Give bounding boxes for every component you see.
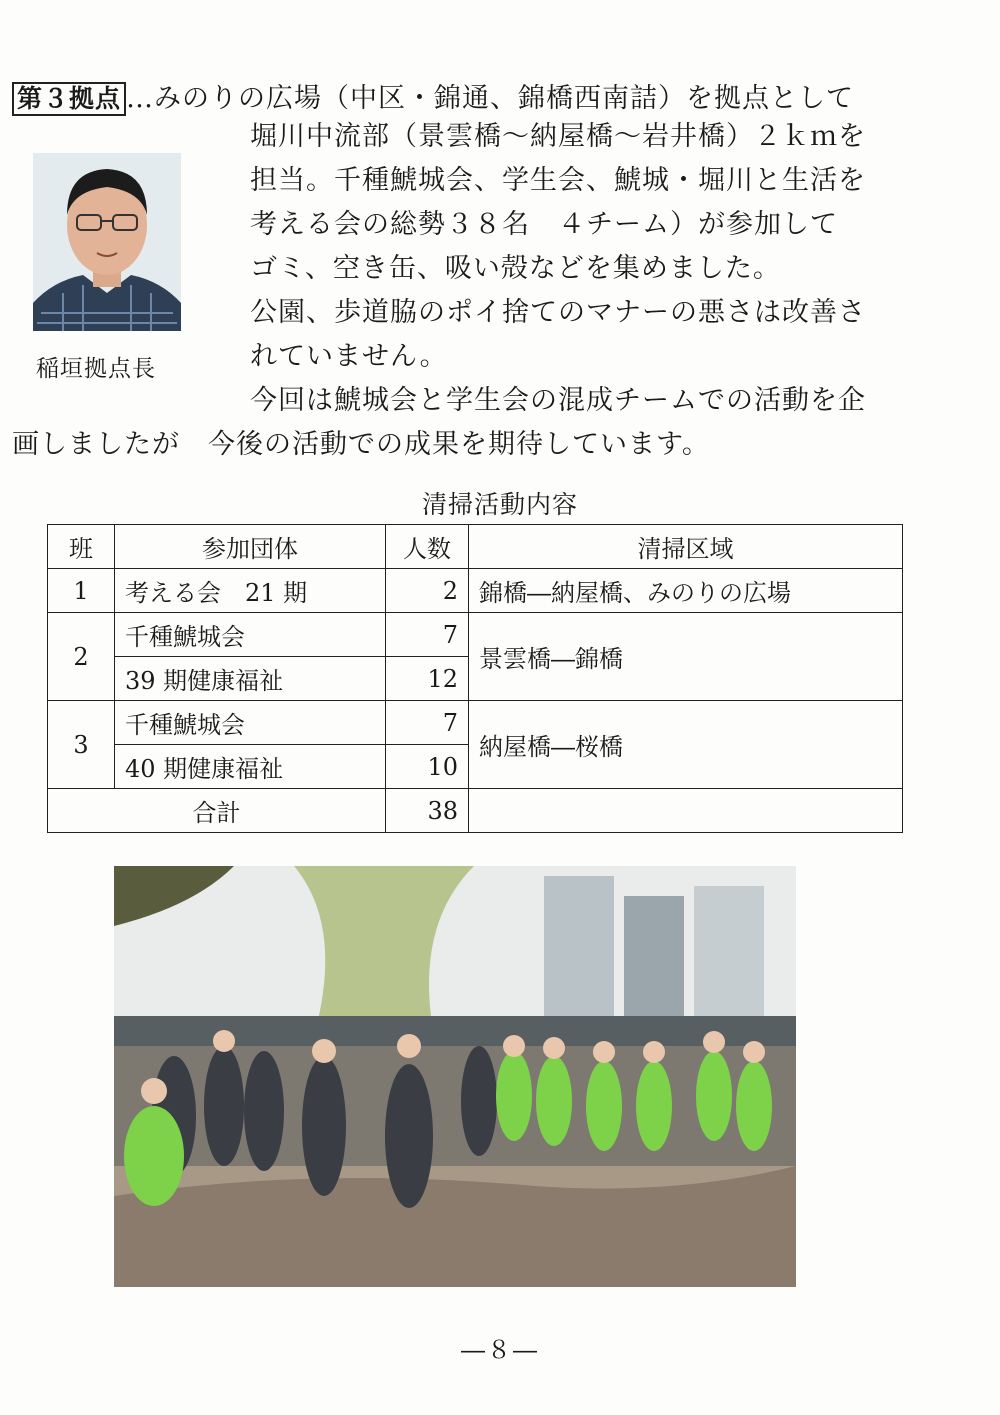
- table-title: 清掃活動内容: [421, 490, 578, 519]
- count-cell: 2: [386, 569, 469, 613]
- hub-text-line-6: 公園、歩道脇のポイ捨てのマナーの悪さは改善さ: [250, 297, 866, 328]
- count-cell: 7: [386, 613, 469, 657]
- group-cell: 千種鯱城会: [115, 701, 386, 745]
- portrait-image: [33, 153, 181, 331]
- hub-text-line-2: 堀川中流部（景雲橋～納屋橋～岩井橋）２ｋｍを: [250, 121, 866, 152]
- hub-text-line-5: ゴミ、空き缶、吸い殻などを集めました。: [250, 253, 781, 284]
- page-number: ―８―: [461, 1336, 539, 1364]
- group-photo: [114, 866, 796, 1287]
- team-cell: 1: [48, 569, 115, 613]
- hub-label: 第３拠点: [12, 82, 126, 116]
- team-cell: 3: [48, 701, 115, 789]
- header-group: 参加団体: [115, 525, 386, 569]
- area-cell: 錦橋―納屋橋、みのりの広場: [469, 569, 903, 613]
- count-cell: 10: [386, 745, 469, 789]
- table-row: [48, 701, 903, 745]
- hub-text-line-8: 今回は鯱城会と学生会の混成チームでの活動を企: [250, 385, 866, 416]
- hub-text-line-1: …みのりの広場（中区・錦通、錦橋西南詰）を拠点として: [126, 83, 855, 114]
- header-count: 人数: [386, 525, 469, 569]
- group-cell: 40 期健康福祉: [115, 745, 386, 789]
- total-label: 合計: [48, 789, 386, 833]
- hub-text-line-4: 考える会の総勢３８名 ４チーム）が参加して: [250, 209, 838, 240]
- cleanup-table: [47, 524, 903, 833]
- hub-leader-portrait: [33, 153, 181, 331]
- total-area-empty: [469, 789, 903, 833]
- total-count: 38: [386, 789, 469, 833]
- team-cell: 2: [48, 613, 115, 701]
- header-area: 清掃区域: [469, 525, 903, 569]
- table-header-row: [48, 525, 903, 569]
- hub-text-line-9: 画しましたが 今後の活動での成果を期待しています。: [12, 429, 710, 460]
- area-cell: 納屋橋―桜橋: [469, 701, 903, 789]
- hub-intro-line: [12, 82, 854, 116]
- header-team: 班: [48, 525, 115, 569]
- area-cell: 景雲橋―錦橋: [469, 613, 903, 701]
- table-total-row: [48, 789, 903, 833]
- hub-text-line-3: 担当。千種鯱城会、学生会、鯱城・堀川と生活を: [250, 165, 866, 196]
- table-row: [48, 613, 903, 657]
- table-row: [48, 569, 903, 613]
- count-cell: 7: [386, 701, 469, 745]
- group-cell: 考える会 21 期: [115, 569, 386, 613]
- group-cell: 千種鯱城会: [115, 613, 386, 657]
- hub-text-line-7: れていません。: [250, 341, 448, 372]
- group-photo-image: [114, 866, 796, 1287]
- count-cell: 12: [386, 657, 469, 701]
- portrait-caption: 稲垣拠点長: [36, 356, 156, 382]
- group-cell: 39 期健康福祉: [115, 657, 386, 701]
